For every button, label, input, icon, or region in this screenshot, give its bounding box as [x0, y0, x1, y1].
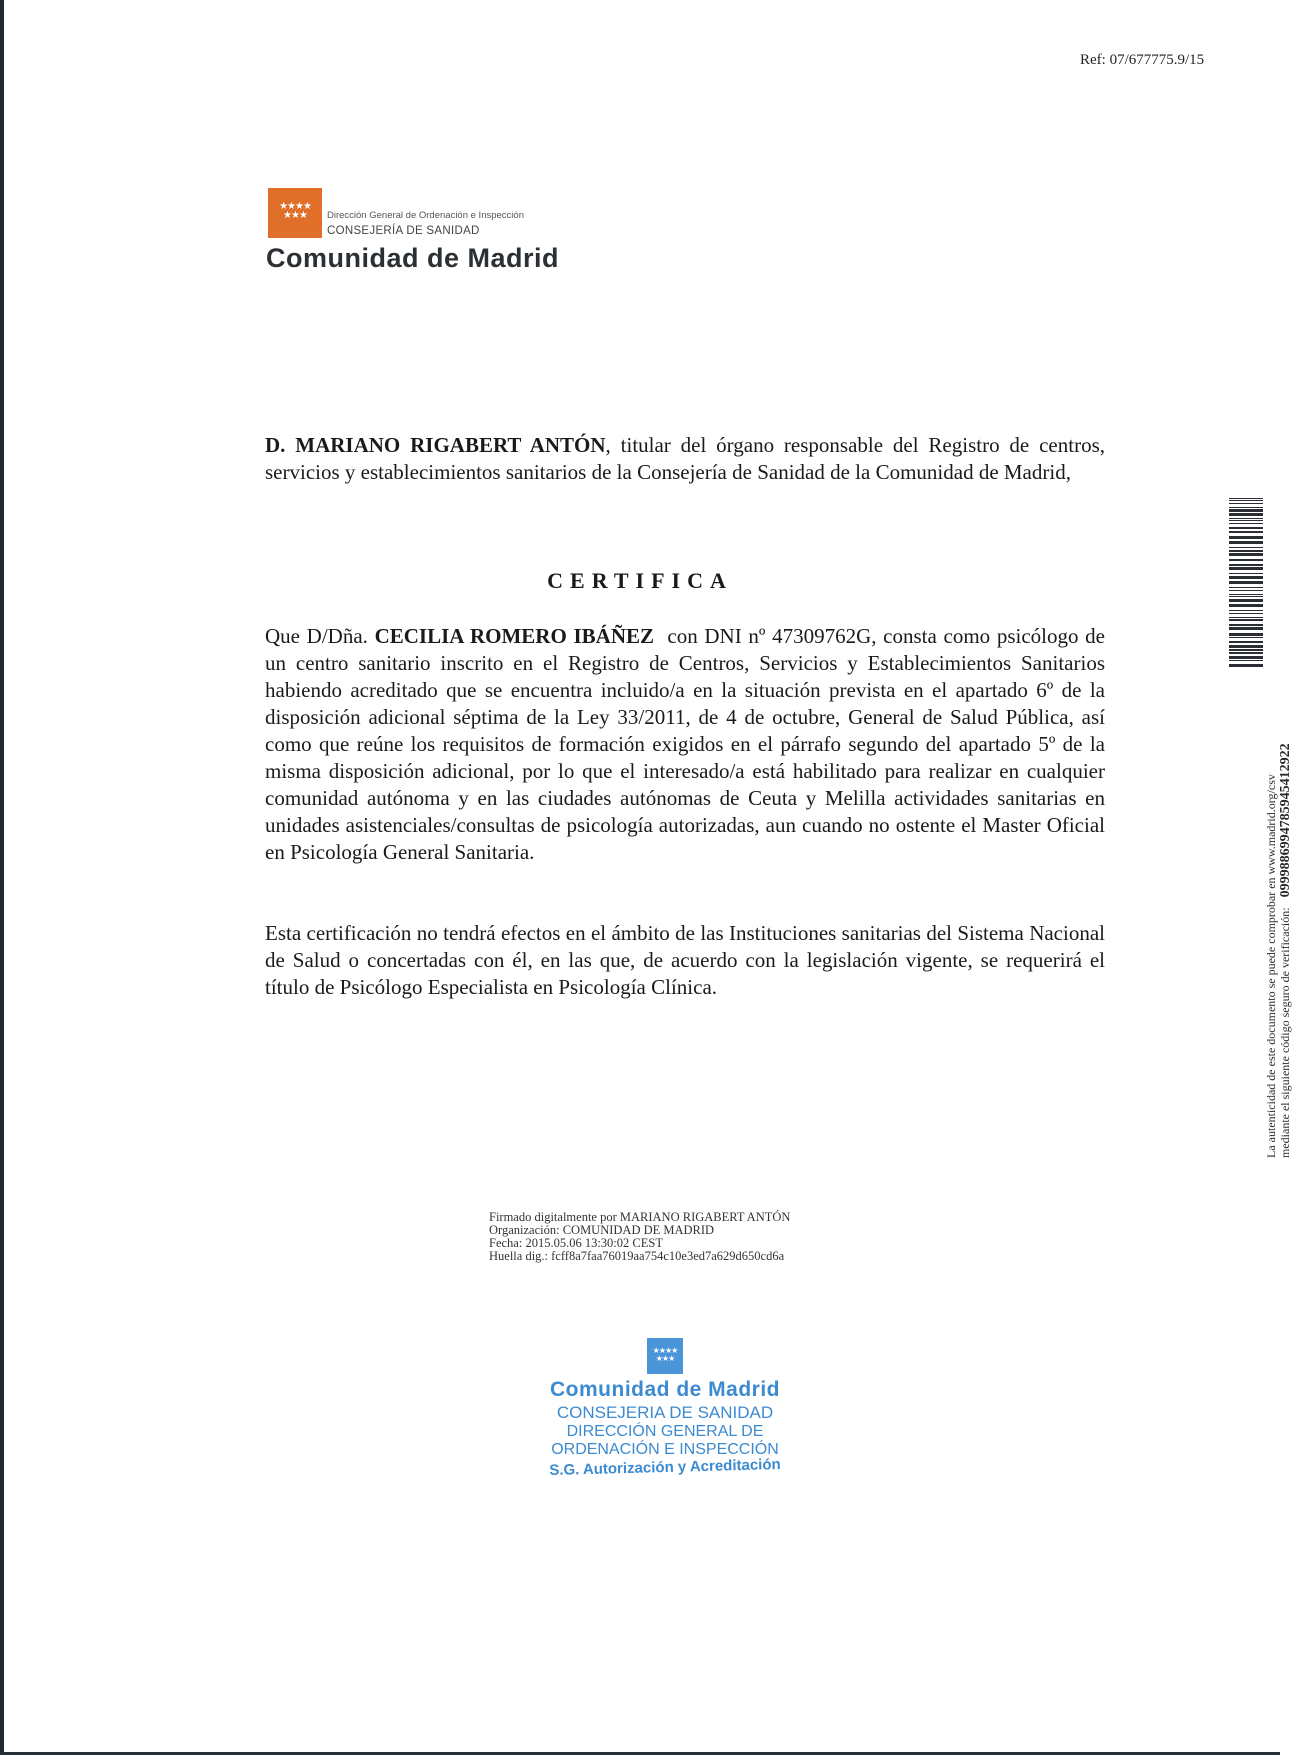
stars-row-1: ★★★★ [279, 201, 311, 212]
barcode-stripe [1229, 498, 1263, 499]
barcode-stripe [1229, 587, 1263, 588]
stamp-stars [649, 1347, 681, 1363]
signature-signed-by: Firmado digitalmente por MARIANO RIGABERT ANTÓN [489, 1210, 791, 1224]
barcode-stripe [1229, 547, 1263, 548]
stamp-line-2: CONSEJERIA DE SANIDAD [556, 1403, 774, 1422]
madrid-stars-flag-icon [647, 1338, 683, 1374]
barcode-stripe [1229, 633, 1263, 636]
barcode-stripe [1229, 619, 1263, 621]
barcode-stripe [1229, 649, 1263, 651]
barcode-stripe [1229, 518, 1263, 519]
barcode-stripe [1229, 527, 1263, 529]
signature-organization: Organización: COMUNIDAD DE MADRID [489, 1223, 715, 1237]
barcode-stripe [1229, 500, 1263, 501]
barcode-stripe [1229, 567, 1263, 570]
certification-prefix: Que D/Dña. [265, 624, 375, 648]
ministry-name: CONSEJERÍA DE SANIDAD [327, 225, 480, 237]
barcode-stripe [1229, 581, 1263, 584]
barcode-stripe [1229, 564, 1263, 566]
certification-text: con DNI nº 47309762G, consta como psicólogo de un centro sanitario inscrito en el Registro de Centros, Servicios y Establecimientos Sanitarios habiendo acreditado que se encuentra incluido/a en la situación prevista en el apartado 6º de la disposición adicional séptima de la Ley 33/2011, de 4 de octubre, General de Salud Pública, así como que reúne los requisitos de formación exigidos en el párrafo segundo del apartado 5º de la misma disposición adicional, por lo que el interesado/a está habilitado para realizar en cualquier comunidad autónoma y en las ciudades autónomas de Ceuta y Melilla actividades sanitarias en unidades asistenciales/consultas de psicología autorizadas, aun cuando no ostente el Master Oficial en Psicología General Sanitaria. [265, 624, 1111, 864]
barcode-stripe [1229, 596, 1263, 597]
barcode-stripe [1229, 531, 1263, 533]
stamp-line-4: ORDENACIÓN E INSPECCIÓN [551, 1441, 779, 1458]
signature-fingerprint: Huella dig.: fcff8a7faa76019aa754c10e3ed7a629d650cd6a [489, 1249, 785, 1263]
barcode-stripe [1229, 637, 1263, 638]
barcode-stripe [1229, 594, 1263, 595]
signer-name: D. MARIANO RIGABERT ANTÓN [265, 433, 606, 457]
stamp-stars-row-2: ★★★ [655, 1354, 675, 1363]
madrid-stars-flag-icon [268, 188, 322, 238]
barcode-stripe [1229, 513, 1263, 516]
barcode-stripe [1229, 664, 1263, 667]
barcode-stripe [1229, 624, 1263, 626]
stamp-line-1: Comunidad de Madrid [550, 1378, 780, 1401]
intro-paragraph [265, 432, 1105, 486]
scan-edge-left [0, 0, 4, 1755]
verification-line-2: mediante el siguiente código seguro de verificación: [1277, 907, 1292, 1158]
barcode-stripe [1229, 541, 1263, 544]
barcode-stripe [1229, 613, 1263, 614]
person-name: CECILIA ROMERO IBÁÑEZ [374, 624, 655, 648]
official-stamp [520, 1338, 810, 1480]
barcode-stripe [1229, 576, 1263, 579]
barcode-stripe [1229, 523, 1263, 524]
organization-name: Comunidad de Madrid [266, 243, 559, 273]
verification-strip [1219, 498, 1293, 1158]
barcode-stripe [1229, 610, 1263, 611]
barcode-stripe [1229, 507, 1263, 508]
barcode-stripe [1229, 553, 1263, 556]
barcode-stripe [1229, 652, 1263, 654]
stamp-stars-row-1: ★★★★ [652, 1346, 678, 1355]
verification-line-2-wrap [1279, 743, 1293, 1158]
certification-paragraph [265, 623, 1111, 866]
barcode-stripe [1229, 645, 1263, 648]
barcode-icon [1229, 498, 1263, 670]
signature-date: Fecha: 2015.05.06 13:30:02 CEST [489, 1236, 663, 1250]
disclaimer-paragraph: Esta certificación no tendrá efectos en el ámbito de las Instituciones sanitarias del Sistema Nacional de Salud o concertadas con él, en las que, de acuerdo con la legislación vigente, se requerirá el título de Psicólogo Especialista en Psicología Clínica. [265, 921, 1105, 999]
verification-line-1: La autenticidad de este documento se puede comprobar en www.madrid.org/csv [1264, 774, 1278, 1158]
barcode-stripe [1229, 599, 1263, 602]
barcode-stripe [1229, 503, 1263, 504]
barcode-stripe [1229, 617, 1263, 618]
barcode-stripe [1229, 550, 1263, 552]
verification-code: 0999886994785945412922 [1277, 743, 1293, 898]
barcode-stripe [1229, 573, 1263, 574]
barcode-stripe [1229, 641, 1263, 643]
barcode-stripe [1229, 627, 1263, 630]
barcode-stripe [1229, 656, 1263, 659]
barcode-stripe [1229, 509, 1263, 512]
barcode-stripe [1229, 590, 1263, 591]
verification-text [1265, 743, 1292, 1158]
department-name: Dirección General de Ordenación e Inspección [327, 210, 524, 221]
stars [272, 202, 318, 220]
document-reference: Ref: 07/677775.9/15 [1080, 52, 1205, 68]
digital-signature-block [489, 1211, 790, 1263]
document-title: CERTIFICA [547, 568, 733, 593]
intro-text: , titular del órgano responsable del Registro de centros, servicios y establecimientos sanitarios de la Consejería de Sanidad de la Comunidad de Madrid, [265, 433, 1105, 484]
barcode-stripe [1229, 660, 1263, 661]
stamp-line-5: S.G. Autorización y Acreditación [549, 1455, 781, 1480]
barcode-stripe [1229, 559, 1263, 561]
stars-row-2: ★★★ [283, 210, 307, 221]
stamp-line-3: DIRECCIÓN GENERAL DE [566, 1423, 764, 1440]
barcode-stripe [1229, 520, 1263, 521]
barcode-stripe [1229, 604, 1263, 607]
barcode-stripe [1229, 536, 1263, 539]
